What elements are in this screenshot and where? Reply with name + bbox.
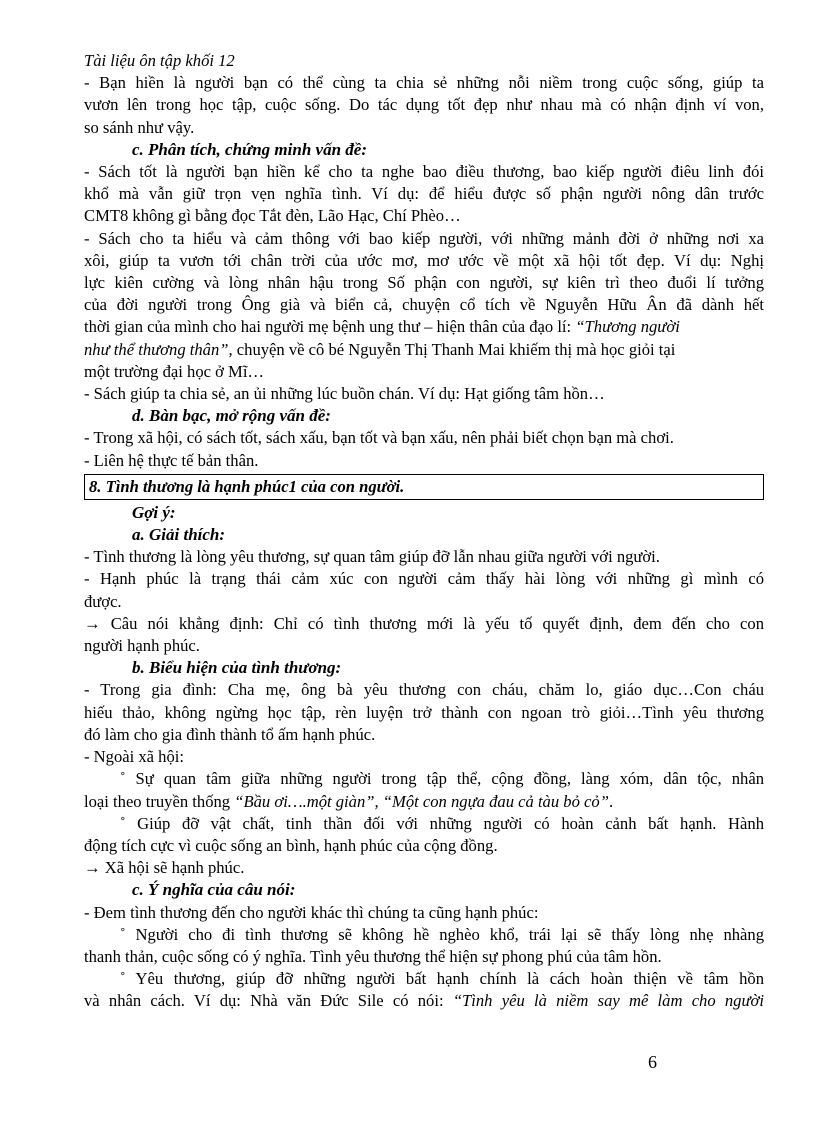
text-line: → Xã hội sẽ hạnh phúc. <box>84 858 245 878</box>
quote-span: “Thương người <box>575 317 680 337</box>
text-line: đó làm cho gia đình thành tổ ấm hạnh phúc. <box>84 724 376 744</box>
text-line: khổ mà vẫn giữ trọn vẹn nghĩa tình. Ví dụ: để hiểu được số phận người nông dân trước <box>84 184 764 204</box>
page-number: 6 <box>648 1052 657 1072</box>
text-line: - Hạnh phúc là trạng thái cảm xúc con người cảm thấy hài lòng với những gì mình có <box>84 569 764 589</box>
bullet-line: ˚ Người cho đi tình thương sẽ không hề nghèo khổ, trái lại sẽ thấy lòng nhẹ nhàng <box>120 924 764 944</box>
quote-span: “Bầu ơi….một giàn”, “Một con ngựa đau cả tàu bỏ cỏ” <box>234 791 609 811</box>
text-line <box>84 339 764 361</box>
text-line: một trường đại học ở Mĩ… <box>84 361 265 381</box>
text-line: CMT8 không gì bằng đọc Tắt đèn, Lão Hạc, Chí Phèo… <box>84 206 461 226</box>
bullet-line: ˚ Sự quan tâm giữa những người trong tập thể, cộng đồng, làng xóm, dân tộc, nhân <box>120 769 764 789</box>
text-line: hiếu thảo, không ngừng học tập, rèn luyện trở thành con ngoan trò giỏi…Tình yêu thương <box>84 702 764 722</box>
text-line: → Câu nói khẳng định: Chỉ có tình thương mới là yếu tố quyết định, đem đến cho con <box>84 613 764 633</box>
text-line: động tích cực vì cuộc sống an bình, hạnh phúc của cộng đồng. <box>84 835 498 855</box>
text-span: . <box>608 791 614 811</box>
topic-title-box: 8. Tình thương là hạnh phúc1 của con người. <box>84 474 764 500</box>
text-line <box>84 791 764 813</box>
text-line <box>84 316 764 338</box>
section-heading: a. Giải thích: <box>132 525 226 545</box>
section-heading: d. Bàn bạc, mở rộng vấn đề: <box>132 406 331 426</box>
section-heading: b. Biểu hiện của tình thương: <box>132 658 342 678</box>
text-line: của đời người trong Ông già và biển cả, chuyện cổ tích về Nguyễn Hữu Ân đã dành hết <box>84 295 764 315</box>
bullet-line: ˚ Yêu thương, giúp đỡ những người bất hạnh chính là cách hoàn thiện về tâm hồn <box>120 969 764 989</box>
text-line: xôi, giúp ta vươn tới chân trời của ước mơ, mơ ước về một xã hội tốt đẹp. Ví dụ: Nghị <box>84 250 764 270</box>
text-line: - Tình thương là lòng yêu thương, sự quan tâm giúp đỡ lẫn nhau giữa người với người. <box>84 547 660 567</box>
bullet-line: ˚ Giúp đỡ vật chất, tinh thần đối với những người có hoàn cảnh bất hạnh. Hành <box>120 813 764 833</box>
text-line: - Sách tốt là người bạn hiền kể cho ta nghe bao điều thương, bao kiếp người điêu linh đói <box>84 162 764 182</box>
text-line: - Sách cho ta hiểu và cảm thông với bao kiếp người, với những mảnh đời ở những nơi xa <box>84 228 764 248</box>
section-heading: c. Phân tích, chứng minh vấn đề: <box>132 139 367 159</box>
text-line: - Sách giúp ta chia sẻ, an ủi những lúc buồn chán. Ví dụ: Hạt giống tâm hồn… <box>84 384 605 404</box>
document-body <box>84 50 764 1013</box>
text-line: - Bạn hiền là người bạn có thể cùng ta chia sẻ những nỗi niềm trong cuộc sống, giúp ta <box>84 73 764 93</box>
text-span: và nhân cách. Ví dụ: Nhà văn Đức Sile có nói: <box>84 991 453 1011</box>
text-line: được. <box>84 591 122 611</box>
text-line: - Đem tình thương đến cho người khác thì chúng ta cũng hạnh phúc: <box>84 902 539 922</box>
quote-span: “Tình yêu là niềm say mê làm cho người <box>452 991 764 1011</box>
text-line: - Trong gia đình: Cha mẹ, ông bà yêu thương con cháu, chăm lo, giáo dục…Con cháu <box>84 680 764 700</box>
text-span: chuyện về cô bé Nguyễn Thị Thanh Mai khiếm thị mà học giỏi tại <box>232 339 676 359</box>
text-line: - Trong xã hội, có sách tốt, sách xấu, bạn tốt và bạn xấu, nên phải biết chọn bạn mà chơi. <box>84 428 674 448</box>
text-line: vươn lên trong học tập, cuộc sống. Do tác dụng tốt đẹp như nhau mà có nhận định ví von, <box>84 95 764 115</box>
quote-span: như thể thương thân”, <box>84 339 233 359</box>
text-line: lực kiên cường và lòng nhân hậu trong Số phận con người, sự kiên trì theo đuổi lí tưởng <box>84 273 764 293</box>
text-line: người hạnh phúc. <box>84 636 200 656</box>
text-line: so sánh như vậy. <box>84 117 195 137</box>
text-line: - Ngoài xã hội: <box>84 747 185 767</box>
page-header: Tài liệu ôn tập khối 12 <box>84 51 235 70</box>
hint-heading: Gợi ý: <box>132 502 176 522</box>
text-span: loại theo truyền thống <box>84 791 235 811</box>
text-span: thời gian của mình cho hai người mẹ bệnh ung thư – hiện thân của đạo lí: <box>84 317 576 337</box>
text-line: thanh thản, cuộc sống có ý nghĩa. Tình yêu thương thể hiện sự phong phú của tâm hồn. <box>84 946 662 966</box>
text-line <box>84 990 764 1012</box>
text-line: - Liên hệ thực tế bản thân. <box>84 450 259 470</box>
section-heading: c. Ý nghĩa của câu nói: <box>132 880 296 900</box>
